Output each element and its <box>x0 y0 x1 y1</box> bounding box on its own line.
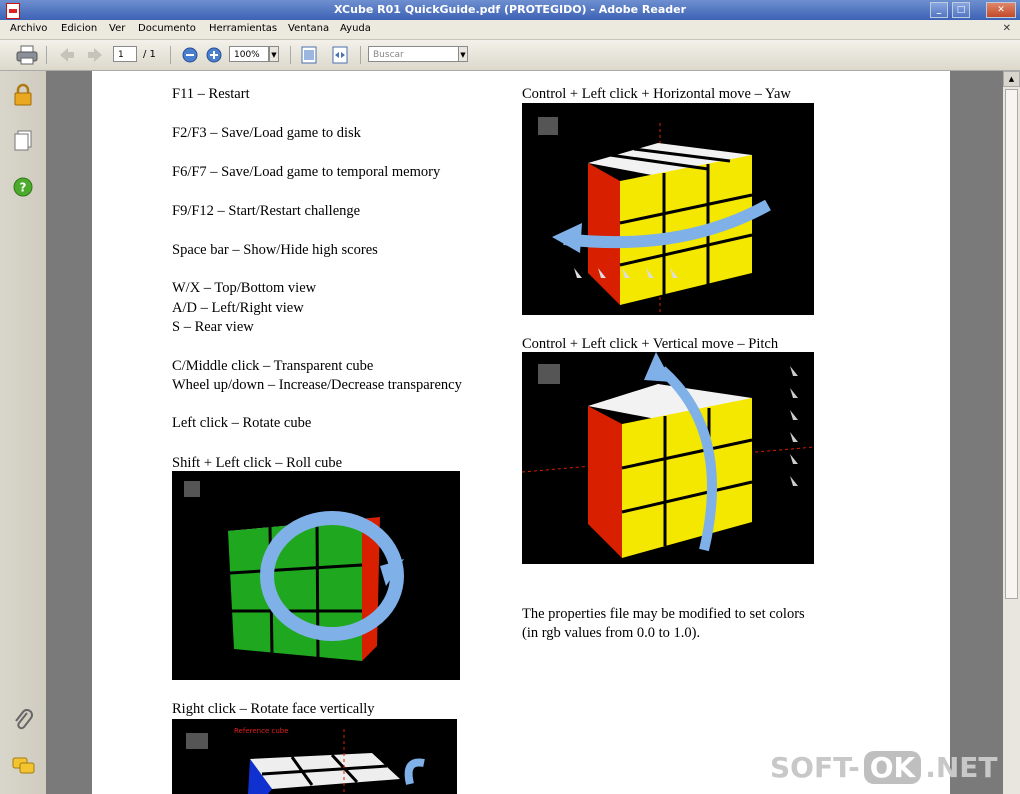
shortcut-transparency: Wheel up/down – Increase/Decrease transparency <box>172 377 462 393</box>
zoom-level-input[interactable]: 100% <box>229 46 269 62</box>
pitch-cube-image <box>522 352 814 564</box>
zoom-in-icon[interactable] <box>204 45 224 65</box>
caption-rotate-face: Right click – Rotate face vertically <box>172 701 375 717</box>
page-number-input[interactable]: 1 <box>113 46 137 62</box>
shortcut-save-load-disk: F2/F3 – Save/Load game to disk <box>172 125 361 141</box>
menu-ver[interactable]: Ver <box>109 23 126 34</box>
page-total: / 1 <box>143 49 156 60</box>
menu-documento[interactable]: Documento <box>138 23 196 34</box>
shortcut-high-scores: Space bar – Show/Hide high scores <box>172 242 378 258</box>
title-bar <box>0 0 1020 20</box>
previous-page-icon[interactable] <box>58 45 76 65</box>
properties-note-line-1: The properties file may be modified to set colors <box>522 606 805 622</box>
menu-herramientas[interactable]: Herramientas <box>209 23 278 34</box>
pitch-arrow-icon <box>644 352 672 382</box>
svg-text:?: ? <box>19 180 27 195</box>
shortcut-left-right-view: A/D – Left/Right view <box>172 300 304 316</box>
help-icon[interactable] <box>12 175 34 199</box>
yaw-cube-image <box>522 103 814 315</box>
shortcut-save-load-memory: F6/F7 – Save/Load game to temporal memory <box>172 164 441 180</box>
shortcut-restart: F11 – Restart <box>172 86 250 102</box>
menu-edicion[interactable]: Edicion <box>61 23 98 34</box>
shortcut-transparent-cube: C/Middle click – Transparent cube <box>172 358 374 374</box>
minimize-button[interactable]: _ <box>930 2 948 18</box>
yaw-arrow-icon <box>552 223 582 253</box>
print-icon[interactable] <box>16 45 38 65</box>
toolbar <box>0 40 1020 71</box>
shortcut-top-bottom-view: W/X – Top/Bottom view <box>172 280 317 296</box>
pages-icon[interactable] <box>12 129 34 153</box>
properties-note-line-2: (in rgb values from 0.0 to 1.0). <box>522 625 701 641</box>
close-document-button[interactable]: ✕ <box>1002 23 1011 34</box>
close-button[interactable]: ✕ <box>986 2 1016 18</box>
fit-page-icon[interactable] <box>300 45 318 65</box>
shortcut-challenge: F9/F12 – Start/Restart challenge <box>172 203 361 219</box>
rotate-face-image <box>172 719 457 794</box>
navigation-panel <box>0 71 46 794</box>
zoom-out-icon[interactable] <box>180 45 200 65</box>
shortcut-rotate-cube: Left click – Rotate cube <box>172 415 312 431</box>
menu-ventana[interactable]: Ventana <box>288 23 330 34</box>
attachment-icon[interactable] <box>12 707 34 733</box>
comments-icon[interactable] <box>12 755 36 777</box>
caption-pitch: Control + Left click + Vertical move – Pitch <box>522 336 779 352</box>
search-dropdown-button[interactable]: ▼ <box>458 46 468 62</box>
vertical-scrollbar[interactable] <box>1003 71 1020 794</box>
roll-cube-image <box>172 471 460 680</box>
maximize-button[interactable]: □ <box>952 2 970 18</box>
caption-yaw: Control + Left click + Horizontal move – Yaw <box>522 86 791 102</box>
menu-bar <box>0 20 1020 40</box>
menu-ayuda[interactable]: Ayuda <box>340 23 371 34</box>
shortcut-roll-cube: Shift + Left click – Roll cube <box>172 455 343 471</box>
search-input[interactable]: Buscar <box>368 46 460 62</box>
next-page-icon[interactable] <box>86 45 104 65</box>
scrollbar-thumb[interactable] <box>1005 89 1018 599</box>
menu-archivo[interactable]: Archivo <box>10 23 48 34</box>
fit-width-icon[interactable] <box>331 45 349 65</box>
window-title: XCube R01 QuickGuide.pdf (PROTEGIDO) - Adobe Reader <box>333 3 687 16</box>
reference-cube-label: Reference cube <box>234 727 289 735</box>
lock-icon[interactable] <box>12 83 34 107</box>
document-page <box>92 71 950 794</box>
watermark: SOFT- OK .NET <box>770 751 998 784</box>
scroll-up-button[interactable]: ▲ <box>1003 71 1020 87</box>
shortcut-rear-view: S – Rear view <box>172 319 254 335</box>
zoom-dropdown-button[interactable]: ▼ <box>269 46 279 62</box>
